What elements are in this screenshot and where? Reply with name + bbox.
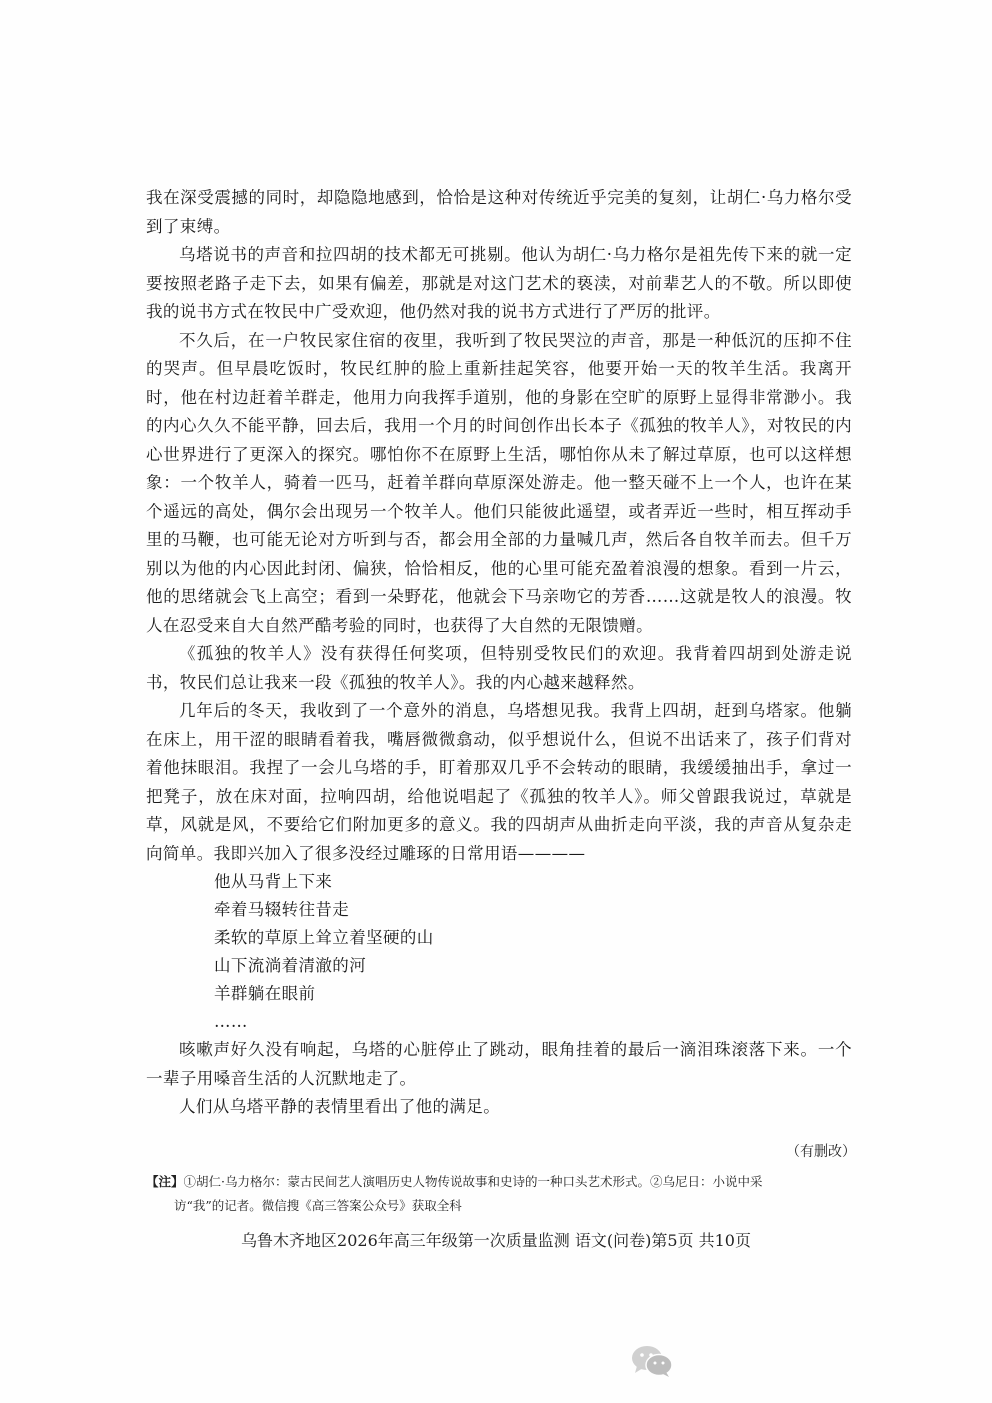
article-body <box>146 184 852 1122</box>
source-note: （有删改） <box>786 1144 856 1160</box>
paragraph-3: 不久后，在一户牧民家住宿的夜里，我听到了牧民哭泣的声音，那是一种低沉的压抑不住的哭声。但早晨吃饭时，牧民红肿的脸上重新挂起笑容，他要开始一天的牧羊生活。我离开时，他在村边赶着羊群走，他用力向我挥手道别，他的身影在空旷的原野上显得非常渺小。我的内心久久不能平静，回去后，我用一个月的时间创作出长本子《孤独的牧羊人》，对牧民的内心世界进行了更深入的探究。哪怕你不在原野上生活，哪怕你从未了解过草原，也可以这样想象：一个牧羊人，骑着一匹马，赶着羊群向草原深处游走。他一整天碰不上一个人，也许在某个遥远的高处，偶尔会出现另一个牧羊人。他们只能彼此遥望，或者弄近一些时，相互挥动手里的马鞭，也可能无论对方听到与否，都会用全部的力量喊几声，然后各自牧羊而去。但千万别以为他的内心因此封闭、偏狭，恰恰相反，他的心里可能充盈着浪漫的想象。看到一片云，他的思绪就会飞上高空；看到一朵野花，他就会下马亲吻它的芳香……这就是牧人的浪漫。牧人在忍受来自大自然严酷考验的同时，也获得了大自然的无限馈赠。 <box>146 330 852 635</box>
poem-line: …… <box>214 1012 248 1031</box>
poem-line: 牵着马辍转往昔走 <box>214 900 350 919</box>
poem-line: 柔软的草原上耸立着坚硬的山 <box>214 928 434 947</box>
poem-block <box>214 868 852 1036</box>
footnote <box>146 1170 856 1218</box>
closing-paragraph-1: 咳嗽声好久没有响起，乌塔的心脏停止了跳动，眼角挂着的最后一滴泪珠滚落下来。一个一辈子用嗓音生活的人沉默地走了。 <box>146 1040 852 1088</box>
paragraph-4: 《孤独的牧羊人》没有获得任何奖项，但特别受牧民们的欢迎。我背着四胡到处游走说书，牧民们总让我来一段《孤独的牧羊人》。我的内心越来越释然。 <box>146 644 852 692</box>
footnote-line-1: ①胡仁·乌力格尔：蒙古民间艺人演唱历史人物传说故事和史诗的一种口头艺术形式。②乌尼日：小说中采 <box>183 1174 763 1189</box>
page-footer: 乌鲁木齐地区2026年高三年级第一次质量监测 语文(问卷)第5页 共10页 <box>241 1231 751 1250</box>
poem-line: 山下流淌着清澈的河 <box>214 956 367 975</box>
wechat-icon <box>630 1344 674 1378</box>
paragraph-1: 我在深受震撼的同时，却隐隐地感到，恰恰是这种对传统近乎完美的复刻，让胡仁·乌力格尔受到了束缚。 <box>146 188 852 236</box>
paragraph-2: 乌塔说书的声音和拉四胡的技术都无可挑剔。他认为胡仁·乌力格尔是祖先传下来的就一定要按照老路子走下去，如果有偏差，那就是对这门艺术的亵渎，对前辈艺人的不敬。所以即使我的说书方式在牧民中广受欢迎，他仍然对我的说书方式进行了严厉的批评。 <box>146 245 852 321</box>
footnote-label: 【注】 <box>146 1174 184 1189</box>
poem-line: 羊群躺在眼前 <box>214 984 316 1003</box>
poem-line: 他从马背上下来 <box>214 872 333 891</box>
footnote-line-2: 访“我”的记者。微信搜《高三答案公众号》获取全科 <box>174 1198 462 1213</box>
paragraph-5: 几年后的冬天，我收到了一个意外的消息，乌塔想见我。我背上四胡，赶到乌塔家。他躺在床上，用干涩的眼睛看着我，嘴唇微微翕动，似乎想说什么，但说不出话来了，孩子们背对着他抹眼泪。我捏了一会儿乌塔的手，盯着那双几乎不会转动的眼睛，我缓缓抽出手，拿过一把凳子，放在床对面，拉响四胡，给他说唱起了《孤独的牧羊人》。师父曾跟我说过，草就是草，风就是风，不要给它们附加更多的意义。我的四胡声从曲折走向平淡，我的声音从复杂走向简单。我即兴加入了很多没经过雕琢的日常用语———— <box>146 701 852 863</box>
closing-paragraph-2: 人们从乌塔平静的表情里看出了他的满足。 <box>179 1097 501 1116</box>
